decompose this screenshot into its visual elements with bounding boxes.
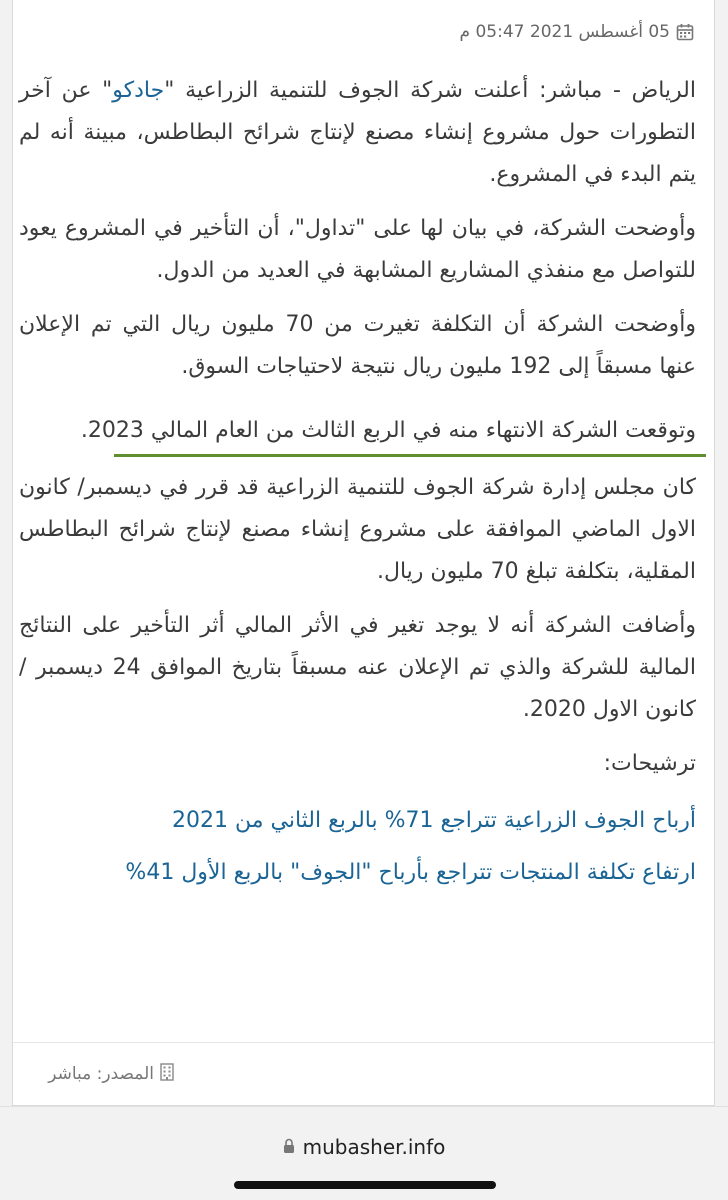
date-text: 05 أغسطس 2021 05:47 م [459, 22, 670, 42]
related-title: ترشيحات: [603, 751, 696, 776]
lock-icon [283, 1135, 295, 1159]
article-paragraph: وأوضحت الشركة أن التكلفة تغيرت من 70 مليون ريال التي تم الإعلان عنها مسبقاً إلى 192 مليون ريال نتيجة لاحتياجات السوق. [19, 312, 696, 379]
url-text: mubasher.info [302, 1135, 446, 1159]
home-indicator[interactable] [234, 1181, 496, 1189]
calendar-icon [676, 23, 694, 41]
article-paragraph: وأضافت الشركة أنه لا يوجد تغير في الأثر المالي أثر التأخير على النتائج المالية للشركة والذي تم الإعلان عنه مسبقاً بتاريخ الموافق 24 ديسمبر / كانون الاول 2020. [19, 613, 696, 722]
company-link[interactable]: جادكو [112, 78, 165, 103]
article-paragraph: كان مجلس إدارة شركة الجوف للتنمية الزراعية قد قرر في ديسمبر/ كانون الاول الماضي الموافقة على مشروع إنشاء مصنع لإنتاج شرائح البطاطس المقلية، بتكلفة تبلغ 70 مليون ريال. [19, 475, 696, 584]
url-display[interactable] [0, 1135, 728, 1159]
article-paragraph: وتوقعت الشركة الانتهاء منه في الربع الثالث من العام المالي 2023. [80, 418, 696, 443]
article-body [19, 70, 696, 901]
intro-prefix: الرياض - مباشر: أعلنت شركة الجوف للتنمية الزراعية " [164, 78, 696, 103]
intro-suffix: " عن آخر التطورات حول مشروع إنشاء مصنع لإنتاج شرائح البطاطس، مبينة أنه لم يتم البدء في المشروع. [19, 78, 696, 187]
article-source [13, 1042, 714, 1105]
section-divider [114, 454, 706, 457]
related-link[interactable]: ارتفاع تكلفة المنتجات تتراجع بأرباح "الجوف" بالربع الأول 41% [125, 860, 696, 885]
article-card [12, 0, 715, 1106]
source-text: المصدر: مباشر [48, 1064, 154, 1084]
article-intro [19, 70, 696, 196]
related-link[interactable]: أرباح الجوف الزراعية تتراجع 71% بالربع الثاني من 2021 [171, 808, 696, 833]
article-paragraph: وأوضحت الشركة، في بيان لها على "تداول"، أن التأخير في المشروع يعود للتواصل مع منفذي المشاريع المشابهة في العديد من الدول. [19, 216, 696, 283]
building-icon [160, 1063, 174, 1086]
article-date [460, 18, 694, 46]
